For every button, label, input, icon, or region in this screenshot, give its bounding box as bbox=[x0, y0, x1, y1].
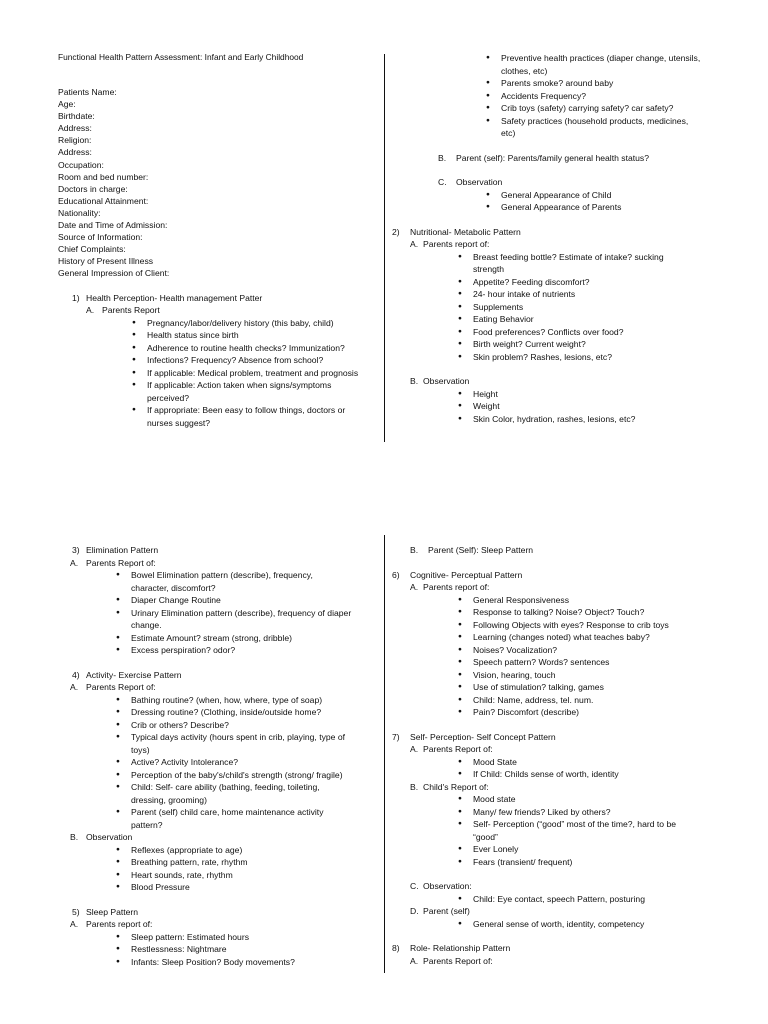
section-title: Sleep Pattern bbox=[86, 906, 139, 917]
bullet-list bbox=[410, 918, 700, 931]
subsection-title: Parents Report bbox=[102, 305, 160, 315]
bullet-list bbox=[410, 388, 700, 426]
subsection-a bbox=[70, 557, 368, 570]
subsection-title: Observation bbox=[456, 177, 503, 187]
list-item: ● Eating Behavior bbox=[473, 313, 700, 326]
section-role-relationship bbox=[392, 942, 700, 967]
list-item: ● If applicable: Medical problem, treatment and prognosis bbox=[147, 367, 368, 380]
bullet-list bbox=[86, 694, 368, 832]
subsection-c bbox=[410, 880, 700, 893]
list-item: ● Urinary Elimination pattern (describe), frequency of diaper change. bbox=[131, 607, 371, 632]
page-2 bbox=[0, 535, 768, 1005]
list-item: ● Blood Pressure bbox=[131, 881, 368, 894]
info-line: Religion: bbox=[58, 135, 92, 146]
list-item: ● Pregnancy/labor/delivery history (this baby, child) bbox=[147, 317, 368, 330]
column-divider bbox=[384, 535, 385, 973]
subsection-title: Parent (self): Parents/family general health status? bbox=[456, 152, 649, 163]
list-item: ● Crib toys (safety) carrying safety? car safety? bbox=[501, 102, 700, 115]
list-item: ● Breast feeding bottle? Estimate of intake? sucking strength bbox=[473, 251, 685, 276]
column-divider bbox=[384, 54, 385, 442]
subsection-a bbox=[70, 681, 368, 694]
info-line: Address: bbox=[58, 147, 92, 158]
list-item: ● Many/ few friends? Liked by others? bbox=[473, 806, 700, 819]
list-item: ● Learning (changes noted) what teaches baby? bbox=[473, 631, 700, 644]
left-column bbox=[58, 544, 368, 968]
subsection-letter: A. bbox=[410, 239, 419, 249]
list-item: ● Crib or others? Describe? bbox=[131, 719, 368, 732]
section-number: 4) bbox=[72, 669, 80, 680]
list-item: ● Appetite? Feeding discomfort? bbox=[473, 276, 700, 289]
info-line: Nationality: bbox=[58, 207, 101, 218]
subsection-letter: A. bbox=[70, 919, 79, 929]
subsection-b bbox=[410, 781, 700, 794]
bullet-list bbox=[410, 756, 700, 781]
subsection-letter: B. bbox=[438, 152, 447, 163]
list-item: ● Skin Color, hydration, rashes, lesions, etc? bbox=[473, 413, 700, 426]
list-item: ● Bathing routine? (when, how, where, type of soap) bbox=[131, 694, 368, 707]
subsection-letter: A. bbox=[410, 582, 419, 592]
subsection-title: Parents report of: bbox=[86, 919, 153, 929]
info-line: Chief Complaints: bbox=[58, 244, 126, 255]
section-title: Nutritional- Metabolic Pattern bbox=[410, 226, 521, 237]
section-elimination bbox=[58, 544, 368, 657]
section-health-perception-continued bbox=[410, 52, 700, 214]
list-item: ● Reflexes (appropriate to age) bbox=[131, 844, 368, 857]
list-item: ● Heart sounds, rate, rhythm bbox=[131, 869, 368, 882]
list-item: ● General Appearance of Child bbox=[501, 189, 700, 202]
list-item: ● Estimate Amount? stream (strong, dribble) bbox=[131, 632, 368, 645]
section-number: 8) bbox=[392, 943, 400, 953]
info-line: Doctors in charge: bbox=[58, 183, 128, 194]
bullet-list bbox=[410, 594, 700, 719]
list-item: ● Child: Name, address, tel. num. bbox=[473, 694, 700, 707]
section-activity-exercise bbox=[58, 669, 368, 894]
subsection-b bbox=[70, 831, 368, 844]
list-item: ● Diaper Change Routine bbox=[131, 594, 368, 607]
list-item: ● General sense of worth, identity, competency bbox=[473, 918, 700, 931]
list-item: ● Perception of the baby's/child's strength (strong/ fragile) bbox=[131, 769, 368, 782]
subsection-letter: A. bbox=[86, 305, 95, 315]
list-item: ● Breathing pattern, rate, rhythm bbox=[131, 856, 368, 869]
subsection-a bbox=[86, 304, 368, 429]
section-title: Self- Perception- Self Concept Pattern bbox=[410, 731, 556, 742]
subsection-letter: D. bbox=[410, 906, 419, 916]
subsection-title: Observation: bbox=[423, 881, 472, 891]
list-item: ● Health status since birth bbox=[147, 329, 368, 342]
subsection-c bbox=[438, 176, 700, 189]
list-item: ● Parent (self) child care, home maintenance activity pattern? bbox=[131, 806, 346, 831]
section-cognitive-perceptual bbox=[392, 569, 700, 719]
bullet-list bbox=[86, 569, 368, 657]
section-number: 7) bbox=[392, 731, 400, 742]
subsection-title: Parents Report of: bbox=[423, 744, 493, 754]
subsection-d bbox=[410, 905, 700, 918]
subsection-a bbox=[410, 581, 700, 594]
list-item: ● Ever Lonely bbox=[473, 843, 700, 856]
right-column bbox=[392, 544, 700, 967]
subsection-letter: A. bbox=[70, 557, 79, 568]
subsection-a bbox=[70, 918, 368, 931]
list-item: ● Birth weight? Current weight? bbox=[473, 338, 700, 351]
subsection-title: Child's Report of: bbox=[423, 781, 489, 792]
list-item: ● General Appearance of Parents bbox=[501, 201, 700, 214]
right-column bbox=[392, 52, 701, 425]
list-item: ● Speech pattern? Words? sentences bbox=[473, 656, 700, 669]
list-item: ● Pain? Discomfort (describe) bbox=[473, 706, 700, 719]
list-item: ● Accidents Frequency? bbox=[501, 90, 700, 103]
subsection-title: Parents Report of: bbox=[86, 682, 156, 692]
subsection-letter: B. bbox=[410, 376, 419, 386]
list-item: ● Self- Perception (“good” most of the time?, hard to be “good” bbox=[473, 818, 695, 843]
bullet-list bbox=[102, 317, 368, 430]
list-item: ● Vision, hearing, touch bbox=[473, 669, 700, 682]
section-number: 5) bbox=[72, 906, 80, 917]
section-title: Cognitive- Perceptual Pattern bbox=[410, 569, 523, 580]
subsection-title: Parent (Self): Sleep Pattern bbox=[428, 545, 534, 555]
section-number: 1) bbox=[72, 292, 80, 303]
subsection-a bbox=[410, 743, 700, 756]
bullet-list bbox=[410, 251, 700, 364]
list-item: ● Fears (transient/ frequent) bbox=[473, 856, 700, 869]
list-item: ● Sleep pattern: Estimated hours bbox=[131, 931, 368, 944]
info-line: Educational Attainment: bbox=[58, 195, 149, 206]
section-title: Health Perception- Health management Patter bbox=[86, 292, 263, 303]
section-self-perception bbox=[392, 731, 700, 931]
section-title: Elimination Pattern bbox=[86, 545, 159, 555]
subsection-title: Parents Report of: bbox=[86, 557, 156, 568]
section-number: 3) bbox=[72, 545, 80, 555]
list-item: ● If applicable: Action taken when signs/symptoms perceived? bbox=[147, 379, 342, 404]
section-sleep bbox=[58, 906, 368, 969]
info-line: Address: bbox=[58, 123, 92, 134]
subsection-title: Parents report of: bbox=[423, 239, 490, 249]
section-health-perception bbox=[58, 292, 368, 430]
list-item: ● If Child: Childs sense of worth, identity bbox=[473, 768, 700, 781]
info-line: Patients Name: bbox=[58, 87, 117, 97]
section-number: 2) bbox=[392, 226, 400, 237]
subsection-letter: A. bbox=[410, 744, 419, 754]
subsection-letter: B. bbox=[410, 781, 419, 792]
list-item: ● Response to talking? Noise? Object? Touch? bbox=[473, 606, 700, 619]
info-line: Occupation: bbox=[58, 159, 104, 170]
page-1 bbox=[0, 52, 768, 522]
list-item: ● Preventive health practices (diaper change, utensils, clothes, etc) bbox=[501, 52, 716, 77]
list-item: ● Mood State bbox=[473, 756, 700, 769]
list-item: ● Skin problem? Rashes, lesions, etc? bbox=[473, 351, 700, 364]
list-item: ● Supplements bbox=[473, 301, 700, 314]
subsection-letter: C. bbox=[438, 177, 447, 187]
list-item: ● Noises? Vocalization? bbox=[473, 644, 700, 657]
info-line: Source of Information: bbox=[58, 232, 143, 243]
list-item: ● Restlessness: Nightmare bbox=[131, 943, 368, 956]
left-column bbox=[58, 52, 368, 429]
list-item: ● Child: Self- care ability (bathing, feeding, toileting, dressing, grooming) bbox=[131, 781, 346, 806]
list-item: ● Infants: Sleep Position? Body movements? bbox=[131, 956, 368, 969]
subsection-title: Parents report of: bbox=[423, 582, 490, 592]
list-item: ● Adherence to routine health checks? Immunization? bbox=[147, 342, 368, 355]
bullet-list bbox=[438, 52, 700, 140]
bullet-list bbox=[410, 893, 700, 906]
bullet-list bbox=[438, 189, 700, 214]
list-item: ● Excess perspiration? odor? bbox=[131, 644, 368, 657]
list-item: ● Use of stimulation? talking, games bbox=[473, 681, 700, 694]
list-item: ● If appropriate: Been easy to follow things, doctors or nurses suggest? bbox=[147, 404, 347, 429]
list-item: ● Bowel Elimination pattern (describe), frequency, character, discomfort? bbox=[131, 569, 346, 594]
list-item: ● Typical days activity (hours spent in crib, playing, type of toys) bbox=[131, 731, 361, 756]
subsection-b bbox=[410, 375, 700, 388]
list-item: ● Child: Eye contact, speech Pattern, posturing bbox=[473, 893, 700, 906]
section-title: Role- Relationship Pattern bbox=[410, 943, 511, 953]
list-item: ● 24- hour intake of nutrients bbox=[473, 288, 700, 301]
list-item: ● Mood state bbox=[473, 793, 700, 806]
subsection-letter: C. bbox=[410, 881, 419, 891]
list-item: ● Following Objects with eyes? Response to crib toys bbox=[473, 619, 700, 632]
subsection-letter: A. bbox=[70, 682, 79, 692]
info-line: General Impression of Client: bbox=[58, 268, 170, 279]
bullet-list bbox=[410, 793, 700, 868]
subsection-title: Observation bbox=[423, 376, 470, 386]
info-line: History of Present Illness bbox=[58, 256, 154, 267]
list-item: ● Infections? Frequency? Absence from school? bbox=[147, 354, 368, 367]
list-item: ● Safety practices (household products, medicines, etc) bbox=[501, 115, 700, 140]
subsection-b-sleep bbox=[410, 544, 700, 557]
subsection-title: Parents Report of: bbox=[423, 955, 493, 966]
list-item: ● Dressing routine? (Clothing, inside/outside home? bbox=[131, 706, 368, 719]
patient-info-list bbox=[58, 86, 368, 280]
list-item: ● Food preferences? Conflicts over food? bbox=[473, 326, 700, 339]
subsection-a bbox=[410, 238, 700, 251]
subsection-title: Parent (self) bbox=[423, 906, 470, 916]
subsection-a bbox=[410, 955, 700, 968]
section-title: Activity- Exercise Pattern bbox=[86, 669, 182, 680]
list-item: ● Weight bbox=[473, 400, 700, 413]
section-number: 6) bbox=[392, 569, 400, 580]
list-item: ● General Responsiveness bbox=[473, 594, 700, 607]
subsection-letter: B. bbox=[70, 832, 79, 842]
subsection-b bbox=[438, 152, 700, 165]
document-title: Functional Health Pattern Assessment: Infant and Early Childhood bbox=[58, 52, 304, 62]
info-line: Date and Time of Admission: bbox=[58, 220, 168, 231]
info-line: Birthdate: bbox=[58, 111, 95, 122]
list-item: ● Parents smoke? around baby bbox=[501, 77, 700, 90]
info-line: Room and bed number: bbox=[58, 171, 149, 182]
subsection-letter: B. bbox=[410, 545, 419, 555]
subsection-letter: A. bbox=[410, 955, 419, 966]
subsection-title: Observation bbox=[86, 832, 133, 842]
list-item: ● Height bbox=[473, 388, 700, 401]
bullet-list bbox=[86, 844, 368, 894]
info-line: Age: bbox=[58, 99, 76, 110]
section-nutritional-metabolic bbox=[392, 226, 700, 426]
bullet-list bbox=[86, 931, 368, 969]
list-item: ● Active? Activity Intolerance? bbox=[131, 756, 368, 769]
